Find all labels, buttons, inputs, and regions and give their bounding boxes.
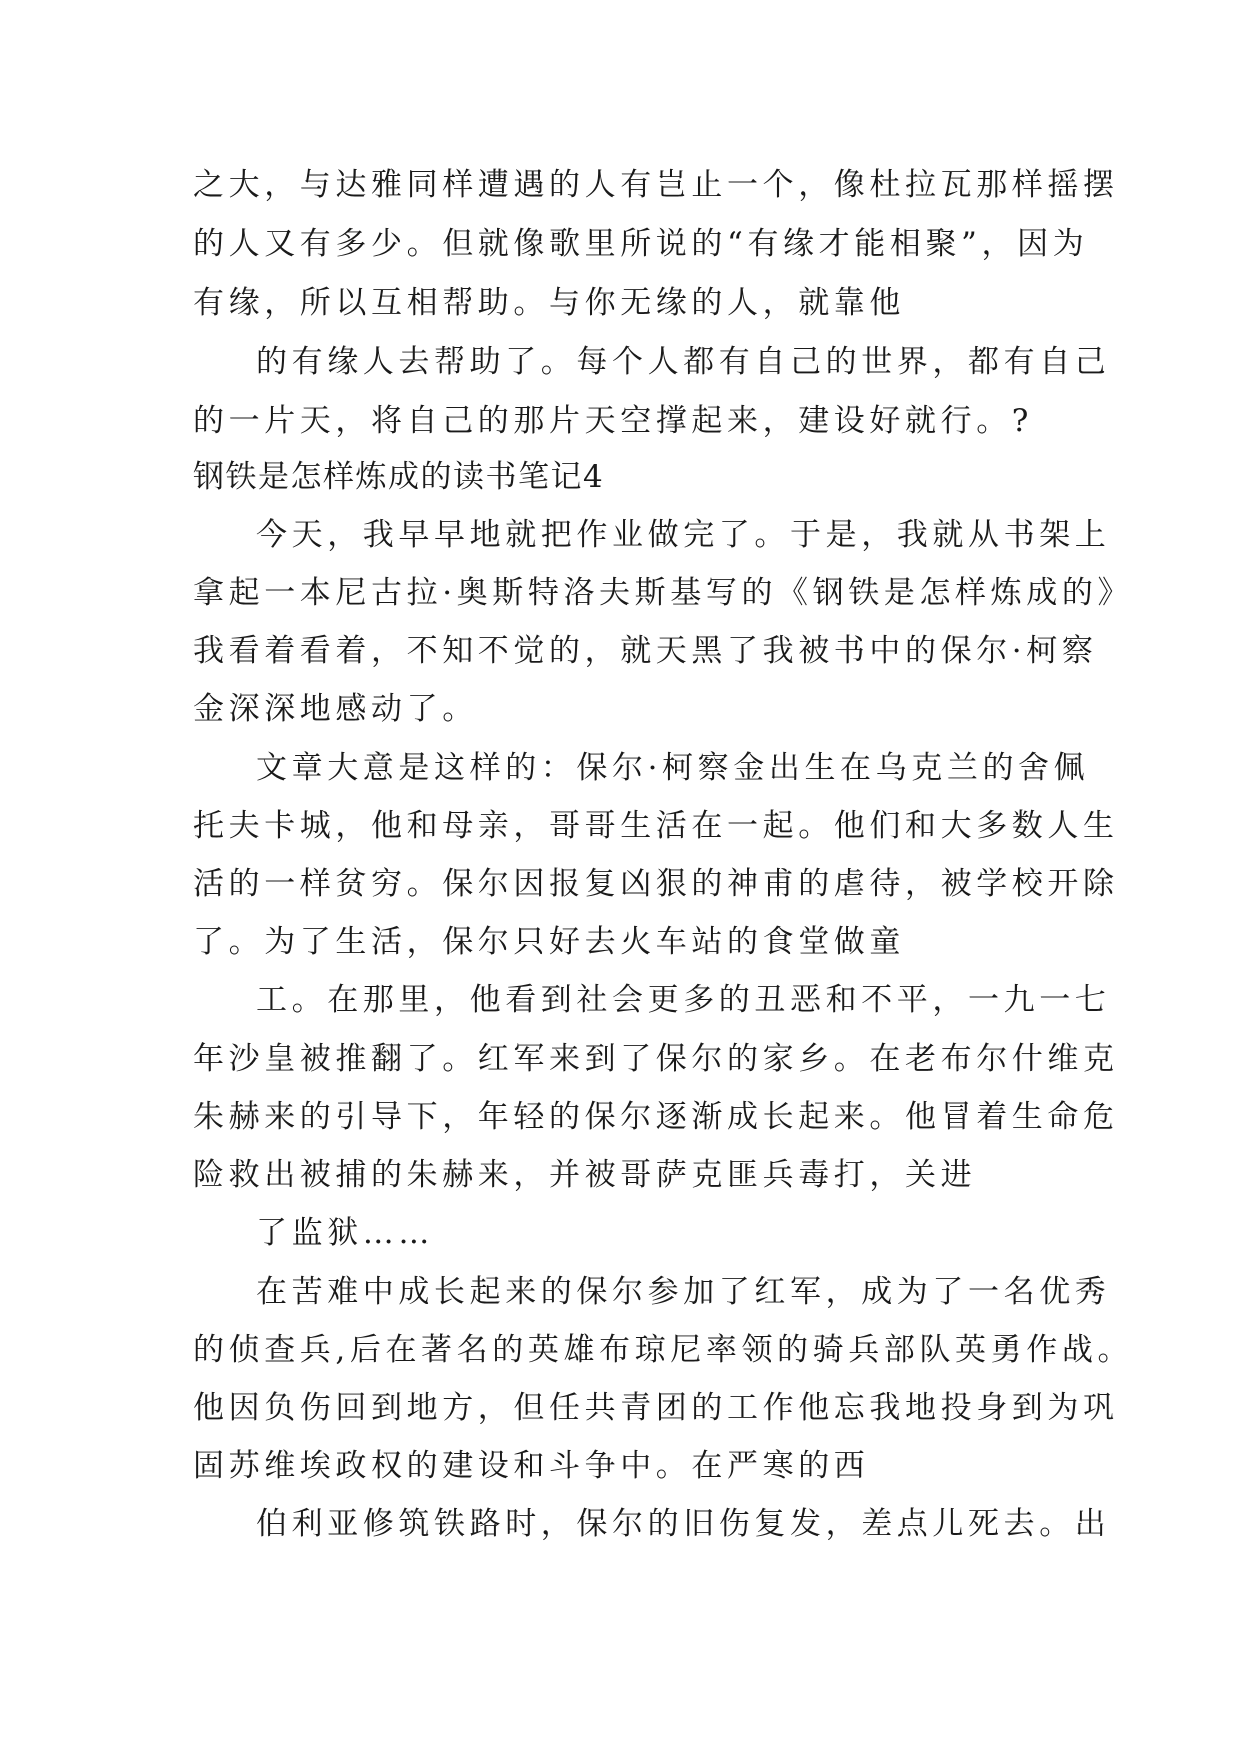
text-line: 金深深地感动了。	[193, 691, 478, 727]
text-line: 的一片天，将自己的那片天空撑起来，建设好就行。?	[193, 403, 1034, 439]
text-line: 在苦难中成长起来的保尔参加了红军，成为了一名优秀	[256, 1274, 1111, 1310]
text-line: 文章大意是这样的：保尔·柯察金出生在乌克兰的舍佩	[256, 750, 1090, 786]
text-line: 固苏维埃政权的建设和斗争中。在严寒的西	[193, 1448, 870, 1484]
text-line: 活的一样贫穷。保尔因报复凶狠的神甫的虐待，被学校开除	[193, 866, 1119, 902]
text-line: 了监狱……	[256, 1215, 434, 1251]
text-line: 了。为了生活，保尔只好去火车站的食堂做童	[193, 924, 905, 960]
text-line: 的侦查兵,后在著名的英雄布琼尼率领的骑兵部队英勇作战。	[193, 1332, 1134, 1368]
text-line: 托夫卡城，他和母亲，哥哥生活在一起。他们和大多数人生	[193, 808, 1119, 844]
text-line: 的有缘人去帮助了。每个人都有自己的世界，都有自己	[256, 344, 1111, 380]
section-heading: 钢铁是怎样炼成的读书笔记4	[193, 459, 605, 495]
text-line: 的人又有多少。但就像歌里所说的“有缘才能相聚”，因为	[193, 226, 1089, 262]
text-line: 年沙皇被推翻了。红军来到了保尔的家乡。在老布尔什维克	[193, 1041, 1119, 1077]
text-line: 今天，我早早地就把作业做完了。于是，我就从书架上	[256, 517, 1111, 553]
text-line: 拿起一本尼古拉·奥斯特洛夫斯基写的《钢铁是怎样炼成的》	[193, 575, 1134, 611]
text-line: 险救出被捕的朱赫来，并被哥萨克匪兵毒打，关进	[193, 1157, 977, 1193]
text-line: 他因负伤回到地方，但任共青团的工作他忘我地投身到为巩	[193, 1390, 1119, 1426]
text-line: 朱赫来的引导下，年轻的保尔逐渐成长起来。他冒着生命危	[193, 1099, 1119, 1135]
text-line: 有缘，所以互相帮助。与你无缘的人，就靠他	[193, 285, 905, 321]
text-line: 伯利亚修筑铁路时，保尔的旧伤复发，差点儿死去。出	[256, 1506, 1111, 1542]
text-line: 我看着看着，不知不觉的，就天黑了我被书中的保尔·柯察	[193, 633, 1098, 669]
text-line: 工。在那里，他看到社会更多的丑恶和不平，一九一七	[256, 982, 1111, 1018]
text-line: 之大，与达雅同样遭遇的人有岂止一个，像杜拉瓦那样摇摆	[193, 167, 1119, 203]
